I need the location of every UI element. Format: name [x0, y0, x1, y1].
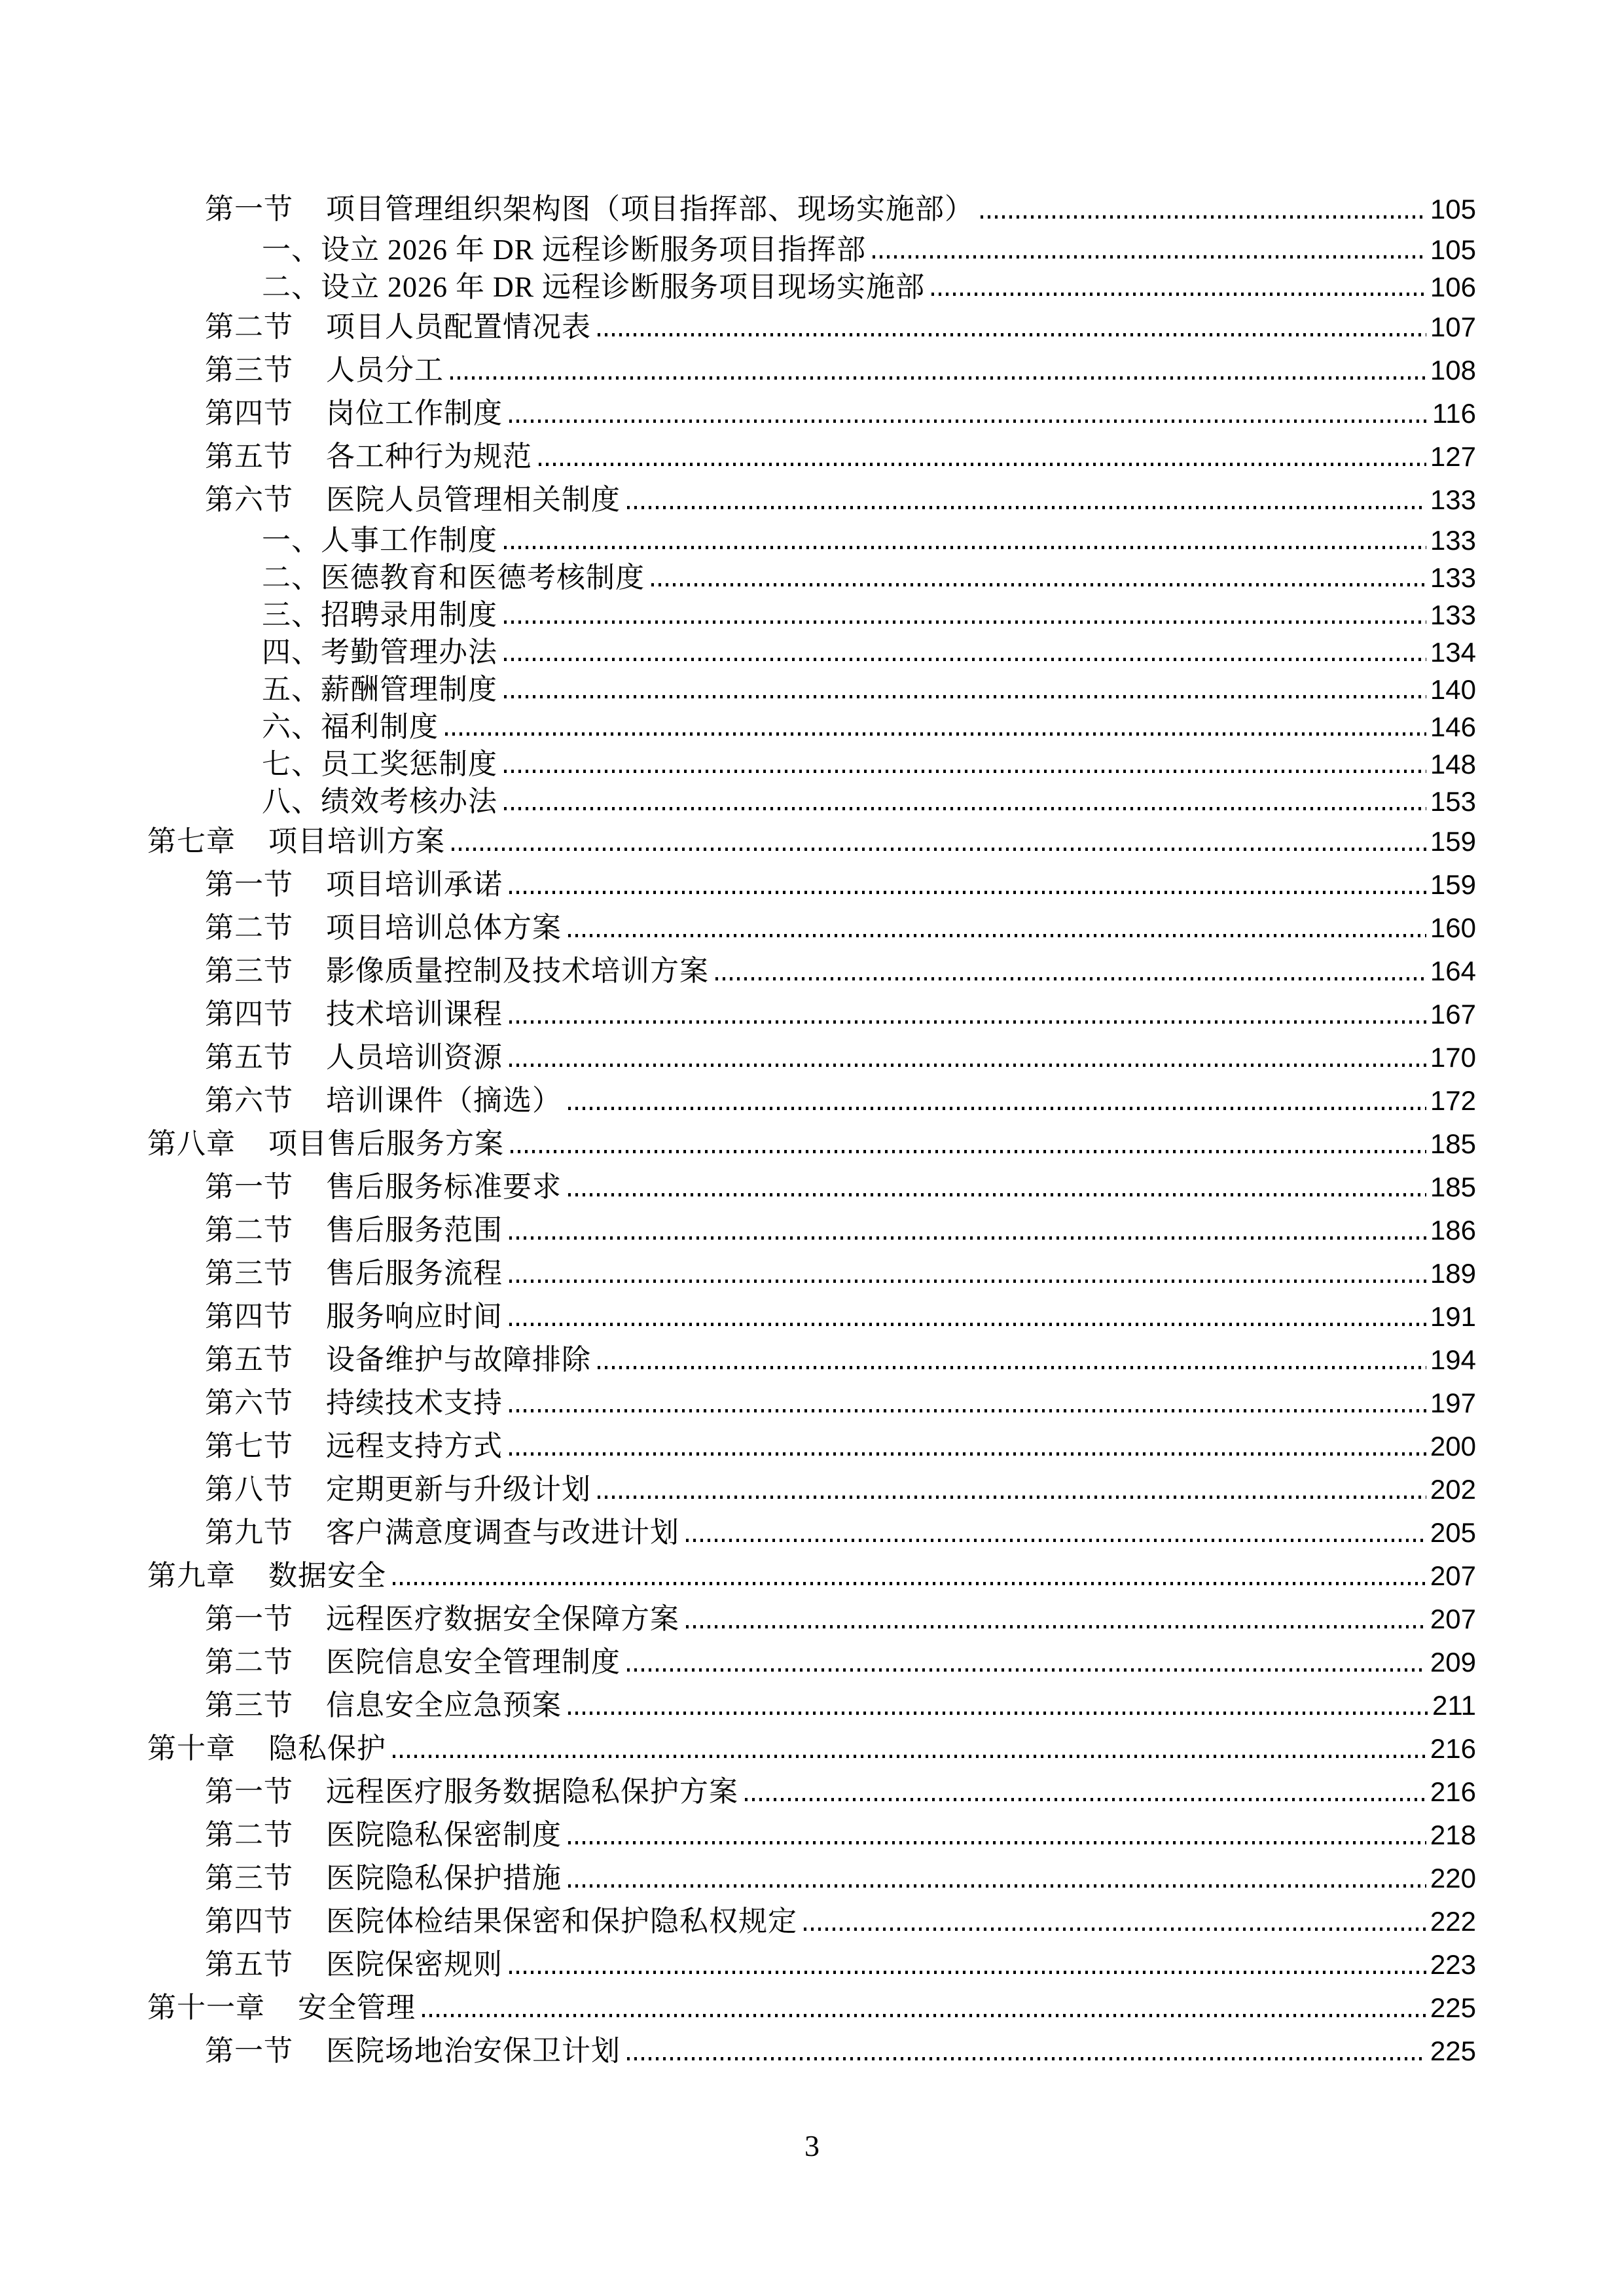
toc-entry-label: 第九节 — [205, 1516, 293, 1549]
toc-entry-title: 项目管理组织架构图（项目指挥部、现场实施部） — [326, 193, 974, 225]
toc-entry-page: 211 — [1432, 1690, 1476, 1721]
toc-entry-page: 164 — [1430, 956, 1476, 986]
dot-leader — [627, 506, 1426, 509]
toc-entry-page: 216 — [1430, 1776, 1476, 1807]
toc-entry-label: 第六节 — [205, 484, 293, 516]
toc-entry[interactable] — [0, 863, 1624, 906]
toc-entry-label: 第七章 — [147, 825, 236, 857]
toc-entry[interactable] — [0, 671, 1624, 708]
toc-entry-label: 第一节 — [205, 869, 293, 901]
toc-entry-page: 148 — [1430, 748, 1476, 780]
dot-leader — [873, 255, 1426, 259]
dot-leader — [627, 1668, 1426, 1672]
toc-entry-label: 一、 — [262, 233, 321, 266]
toc-entry-label: 第八节 — [205, 1473, 293, 1505]
dot-leader — [539, 463, 1426, 466]
toc-entry-title: 岗位工作制度 — [326, 397, 503, 429]
toc-entry-label: 第三节 — [205, 955, 293, 987]
toc-entry[interactable] — [0, 745, 1624, 783]
toc-entry-label: 第四节 — [205, 1905, 293, 1937]
toc-entry[interactable] — [0, 1338, 1624, 1382]
toc-entry-title: 信息安全应急预案 — [326, 1689, 562, 1721]
toc-entry-title: 设立 2026 年 DR 远程诊断服务项目现场实施部 — [321, 270, 926, 303]
toc-entry-page: 105 — [1430, 194, 1476, 224]
toc-entry-label: 第六节 — [205, 1387, 293, 1419]
toc-entry-label: 第二节 — [205, 311, 293, 343]
toc-entry[interactable] — [0, 349, 1624, 392]
dot-leader — [504, 620, 1426, 624]
toc-entry-page: 216 — [1430, 1733, 1476, 1764]
toc-entry-page: 222 — [1430, 1906, 1476, 1937]
toc-entry[interactable] — [0, 1641, 1624, 1684]
dot-leader — [504, 658, 1426, 661]
toc-entry[interactable] — [0, 559, 1624, 596]
toc-entry-label: 第一节 — [205, 1776, 293, 1808]
toc-entry-title: 持续技术支持 — [326, 1387, 503, 1419]
dot-leader — [568, 1841, 1426, 1844]
toc-entry-label: 二、 — [262, 561, 321, 594]
dot-leader — [686, 1625, 1426, 1628]
toc-entry[interactable] — [0, 1986, 1624, 2030]
toc-entry-page: 186 — [1430, 1215, 1476, 1246]
toc-entry-label: 第一节 — [205, 193, 293, 225]
toc-entry-label: 第二节 — [205, 912, 293, 944]
toc-entry-page: 160 — [1430, 912, 1476, 943]
toc-entry-label: 七、 — [262, 747, 321, 780]
toc-entry-label: 五、 — [262, 673, 321, 706]
toc-entry-title: 福利制度 — [321, 710, 439, 743]
toc-entry[interactable] — [0, 1684, 1624, 1727]
dot-leader — [568, 1107, 1426, 1110]
toc-entry-page: 106 — [1430, 271, 1476, 302]
dot-leader — [422, 2014, 1426, 2017]
toc-entry-label: 第二节 — [205, 1646, 293, 1678]
dot-leader — [504, 807, 1426, 810]
dot-leader — [745, 1798, 1426, 1801]
toc-entry-title: 考勤管理办法 — [321, 636, 497, 668]
dot-leader — [511, 1150, 1426, 1153]
toc-entry-label: 第三节 — [205, 1689, 293, 1721]
toc-entry-title: 医院体检结果保密和保护隐私权规定 — [326, 1905, 797, 1937]
toc-entry-label: 第十章 — [147, 1732, 236, 1765]
toc-entry-page: 133 — [1430, 562, 1476, 593]
toc-entry-title: 人员培训资源 — [326, 1041, 503, 1073]
toc-entry[interactable] — [0, 1036, 1624, 1079]
toc-entry-page: 225 — [1430, 2036, 1476, 2066]
dot-leader — [504, 770, 1426, 773]
toc-entry[interactable] — [0, 522, 1624, 559]
toc-entry[interactable] — [0, 1079, 1624, 1122]
toc-entry-label: 第四节 — [205, 1300, 293, 1333]
toc-entry[interactable] — [0, 1554, 1624, 1598]
toc-entry-label: 六、 — [262, 710, 321, 743]
dot-leader — [509, 1064, 1426, 1067]
dot-leader — [568, 1193, 1426, 1196]
toc-entry-title: 售后服务范围 — [326, 1214, 503, 1246]
dot-leader — [509, 1409, 1426, 1412]
dot-leader — [804, 1928, 1426, 1931]
toc-entry-page: 140 — [1430, 673, 1476, 705]
toc-entry[interactable] — [0, 1814, 1624, 1857]
toc-entry-page: 185 — [1430, 1128, 1476, 1159]
toc-entry-page: 207 — [1430, 1560, 1476, 1591]
dot-leader — [931, 293, 1426, 296]
toc-entry-page: 200 — [1430, 1431, 1476, 1462]
dot-leader — [445, 732, 1426, 736]
dot-leader — [715, 977, 1426, 980]
toc-entry-label: 第五节 — [205, 1948, 293, 1981]
toc-entry-page: 189 — [1430, 1258, 1476, 1289]
dot-leader — [568, 934, 1426, 937]
toc-entry-page: 159 — [1430, 869, 1476, 900]
dot-leader — [509, 1236, 1426, 1240]
toc-entry[interactable] — [0, 1943, 1624, 1986]
toc-entry[interactable] — [0, 1122, 1624, 1166]
toc-entry-title: 设备维护与故障排除 — [326, 1344, 591, 1376]
toc-entry-label: 第八章 — [147, 1128, 236, 1160]
toc-entry[interactable] — [0, 1770, 1624, 1814]
dot-leader — [504, 695, 1426, 698]
toc-entry-page: 205 — [1430, 1517, 1476, 1548]
toc-entry[interactable] — [0, 820, 1624, 863]
toc-entry-page: 134 — [1430, 636, 1476, 668]
toc-entry-title: 远程医疗数据安全保障方案 — [326, 1603, 679, 1635]
dot-leader — [509, 891, 1426, 894]
dot-leader — [504, 546, 1426, 549]
dot-leader — [393, 1582, 1426, 1585]
dot-leader — [452, 848, 1426, 851]
toc-entry[interactable] — [0, 231, 1624, 268]
toc-entry-title: 医院信息安全管理制度 — [326, 1646, 621, 1678]
toc-entry-label: 八、 — [262, 785, 321, 817]
toc-entry-title: 影像质量控制及技术培训方案 — [326, 955, 709, 987]
page-number: 3 — [804, 2129, 820, 2162]
toc-entry-page: 108 — [1430, 355, 1476, 386]
dot-leader — [509, 1971, 1426, 1974]
toc-entry-title: 绩效考核办法 — [321, 785, 497, 817]
toc-entry-page: 209 — [1430, 1647, 1476, 1677]
dot-leader — [568, 1712, 1428, 1715]
toc-entry[interactable] — [0, 268, 1624, 306]
toc-entry-title: 医院人员管理相关制度 — [326, 484, 621, 516]
toc-entry-title: 各工种行为规范 — [326, 440, 532, 473]
toc-entry-page: 159 — [1430, 826, 1476, 857]
toc-entry-title: 客户满意度调查与改进计划 — [326, 1516, 679, 1549]
toc-entry-label: 第三节 — [205, 1257, 293, 1289]
toc-entry[interactable] — [0, 2030, 1624, 2073]
toc-entry[interactable] — [0, 1727, 1624, 1770]
toc-entry-label: 第一节 — [205, 1171, 293, 1203]
toc-entry-title: 人事工作制度 — [321, 524, 497, 556]
toc-entry-title: 医院场地治安保卫计划 — [326, 2035, 621, 2067]
toc-entry[interactable] — [0, 478, 1624, 522]
dot-leader — [509, 1452, 1426, 1456]
toc-entry-label: 三、 — [262, 598, 321, 631]
toc-entry-title: 薪酬管理制度 — [321, 673, 497, 706]
toc-entry-title: 医院隐私保密制度 — [326, 1819, 562, 1851]
toc-entry-title: 远程医疗服务数据隐私保护方案 — [326, 1776, 738, 1808]
toc-entry[interactable] — [0, 1382, 1624, 1425]
toc-entry[interactable] — [0, 1511, 1624, 1554]
toc-entry-page: 185 — [1430, 1172, 1476, 1202]
toc-entry-page: 146 — [1430, 711, 1476, 742]
toc-entry-page: 223 — [1430, 1949, 1476, 1980]
toc-entry-page: 116 — [1432, 398, 1476, 429]
toc-entry-title: 医德教育和医德考核制度 — [321, 561, 645, 594]
toc-entry-title: 服务响应时间 — [326, 1300, 503, 1333]
toc-entry[interactable] — [0, 993, 1624, 1036]
toc-entry[interactable] — [0, 1295, 1624, 1338]
toc-entry-label: 第一节 — [205, 2035, 293, 2067]
dot-leader — [393, 1755, 1426, 1758]
toc-entry-label: 一、 — [262, 524, 321, 556]
dot-leader — [598, 333, 1426, 336]
toc-entry-title: 员工奖惩制度 — [321, 747, 497, 780]
toc-entry[interactable] — [0, 1425, 1624, 1468]
toc-entry[interactable] — [0, 1252, 1624, 1295]
toc-entry[interactable] — [0, 634, 1624, 671]
dot-leader — [509, 1020, 1426, 1024]
toc-entry-label: 第五节 — [205, 440, 293, 473]
toc-entry[interactable] — [0, 1900, 1624, 1943]
toc-entry-label: 第六节 — [205, 1085, 293, 1117]
dot-leader — [509, 1280, 1426, 1283]
dot-leader — [686, 1539, 1426, 1542]
dot-leader — [509, 1323, 1426, 1326]
toc-entry-title: 项目培训承诺 — [326, 869, 503, 901]
toc-entry[interactable] — [0, 435, 1624, 478]
toc-entry-label: 二、 — [262, 270, 321, 303]
toc-entry-title: 培训课件（摘选） — [326, 1085, 562, 1117]
toc-entry-page: 202 — [1430, 1474, 1476, 1505]
toc-entry-title: 数据安全 — [268, 1560, 386, 1592]
toc-entry-page: 133 — [1430, 524, 1476, 556]
toc-entry-label: 第五节 — [205, 1344, 293, 1376]
toc-entry[interactable] — [0, 1598, 1624, 1641]
toc-entry-title: 人员分工 — [326, 354, 444, 386]
toc-entry-page: 107 — [1430, 312, 1476, 342]
toc-entry-title: 售后服务标准要求 — [326, 1171, 562, 1203]
toc-entry-page: 153 — [1430, 785, 1476, 817]
toc-entry[interactable] — [0, 950, 1624, 993]
toc-entry-label: 第二节 — [205, 1819, 293, 1851]
toc-entry-title: 技术培训课程 — [326, 998, 503, 1030]
toc-entry-title: 售后服务流程 — [326, 1257, 503, 1289]
toc-entry[interactable] — [0, 783, 1624, 820]
dot-leader — [598, 1366, 1426, 1369]
toc-entry-title: 项目培训总体方案 — [326, 912, 562, 944]
dot-leader — [568, 1884, 1426, 1888]
toc-entry-label: 第十一章 — [147, 1992, 265, 2024]
toc-entry-page: 133 — [1430, 484, 1476, 515]
toc-entry-title: 项目人员配置情况表 — [326, 311, 591, 343]
toc-entry-page: 105 — [1430, 234, 1476, 265]
toc-entry-page: 191 — [1430, 1301, 1476, 1332]
toc-entry[interactable] — [0, 906, 1624, 950]
toc-entry[interactable] — [0, 392, 1624, 435]
dot-leader — [598, 1496, 1426, 1499]
toc-entry[interactable] — [0, 306, 1624, 349]
toc-entry-label: 第四节 — [205, 998, 293, 1030]
dot-leader — [509, 420, 1428, 423]
toc-entry-label: 第三节 — [205, 1862, 293, 1894]
toc-entry-label: 第五节 — [205, 1041, 293, 1073]
dot-leader — [981, 215, 1426, 219]
toc-entry-page: 207 — [1430, 1604, 1476, 1634]
toc-entry-label: 第三节 — [205, 354, 293, 386]
toc-entry-page: 218 — [1430, 1820, 1476, 1850]
table-of-contents — [0, 188, 1624, 2073]
toc-entry-label: 第一节 — [205, 1603, 293, 1635]
toc-entry-page: 133 — [1430, 599, 1476, 630]
toc-entry-label: 第七节 — [205, 1430, 293, 1462]
toc-entry-title: 隐私保护 — [268, 1732, 386, 1765]
toc-entry-label: 第九章 — [147, 1560, 236, 1592]
toc-entry-title: 设立 2026 年 DR 远程诊断服务项目指挥部 — [321, 233, 867, 266]
toc-entry-page: 170 — [1430, 1042, 1476, 1073]
toc-entry-label: 第二节 — [205, 1214, 293, 1246]
dot-leader — [627, 2057, 1426, 2060]
toc-entry-label: 第四节 — [205, 397, 293, 429]
toc-entry-title: 医院隐私保护措施 — [326, 1862, 562, 1894]
toc-entry-page: 127 — [1430, 441, 1476, 472]
toc-entry-title: 医院保密规则 — [326, 1948, 503, 1981]
toc-entry-title: 定期更新与升级计划 — [326, 1473, 591, 1505]
toc-entry-page: 172 — [1430, 1085, 1476, 1116]
toc-entry-label: 四、 — [262, 636, 321, 668]
toc-entry-title: 招聘录用制度 — [321, 598, 497, 631]
toc-entry[interactable] — [0, 1209, 1624, 1252]
toc-entry[interactable] — [0, 1468, 1624, 1511]
toc-entry-title: 项目培训方案 — [268, 825, 445, 857]
dot-leader — [450, 376, 1426, 380]
toc-entry-page: 220 — [1430, 1863, 1476, 1893]
toc-entry[interactable] — [0, 708, 1624, 745]
toc-entry-title: 安全管理 — [298, 1992, 416, 2024]
dot-leader — [651, 583, 1426, 586]
toc-entry-page: 225 — [1430, 1992, 1476, 2023]
toc-entry-page: 167 — [1430, 999, 1476, 1030]
toc-entry-page: 197 — [1430, 1388, 1476, 1418]
toc-entry[interactable] — [0, 1166, 1624, 1209]
toc-entry[interactable] — [0, 188, 1624, 231]
toc-entry-page: 194 — [1430, 1344, 1476, 1375]
toc-entry-title: 远程支持方式 — [326, 1430, 503, 1462]
toc-entry[interactable] — [0, 596, 1624, 634]
toc-entry-title: 项目售后服务方案 — [268, 1128, 504, 1160]
toc-entry[interactable] — [0, 1857, 1624, 1900]
